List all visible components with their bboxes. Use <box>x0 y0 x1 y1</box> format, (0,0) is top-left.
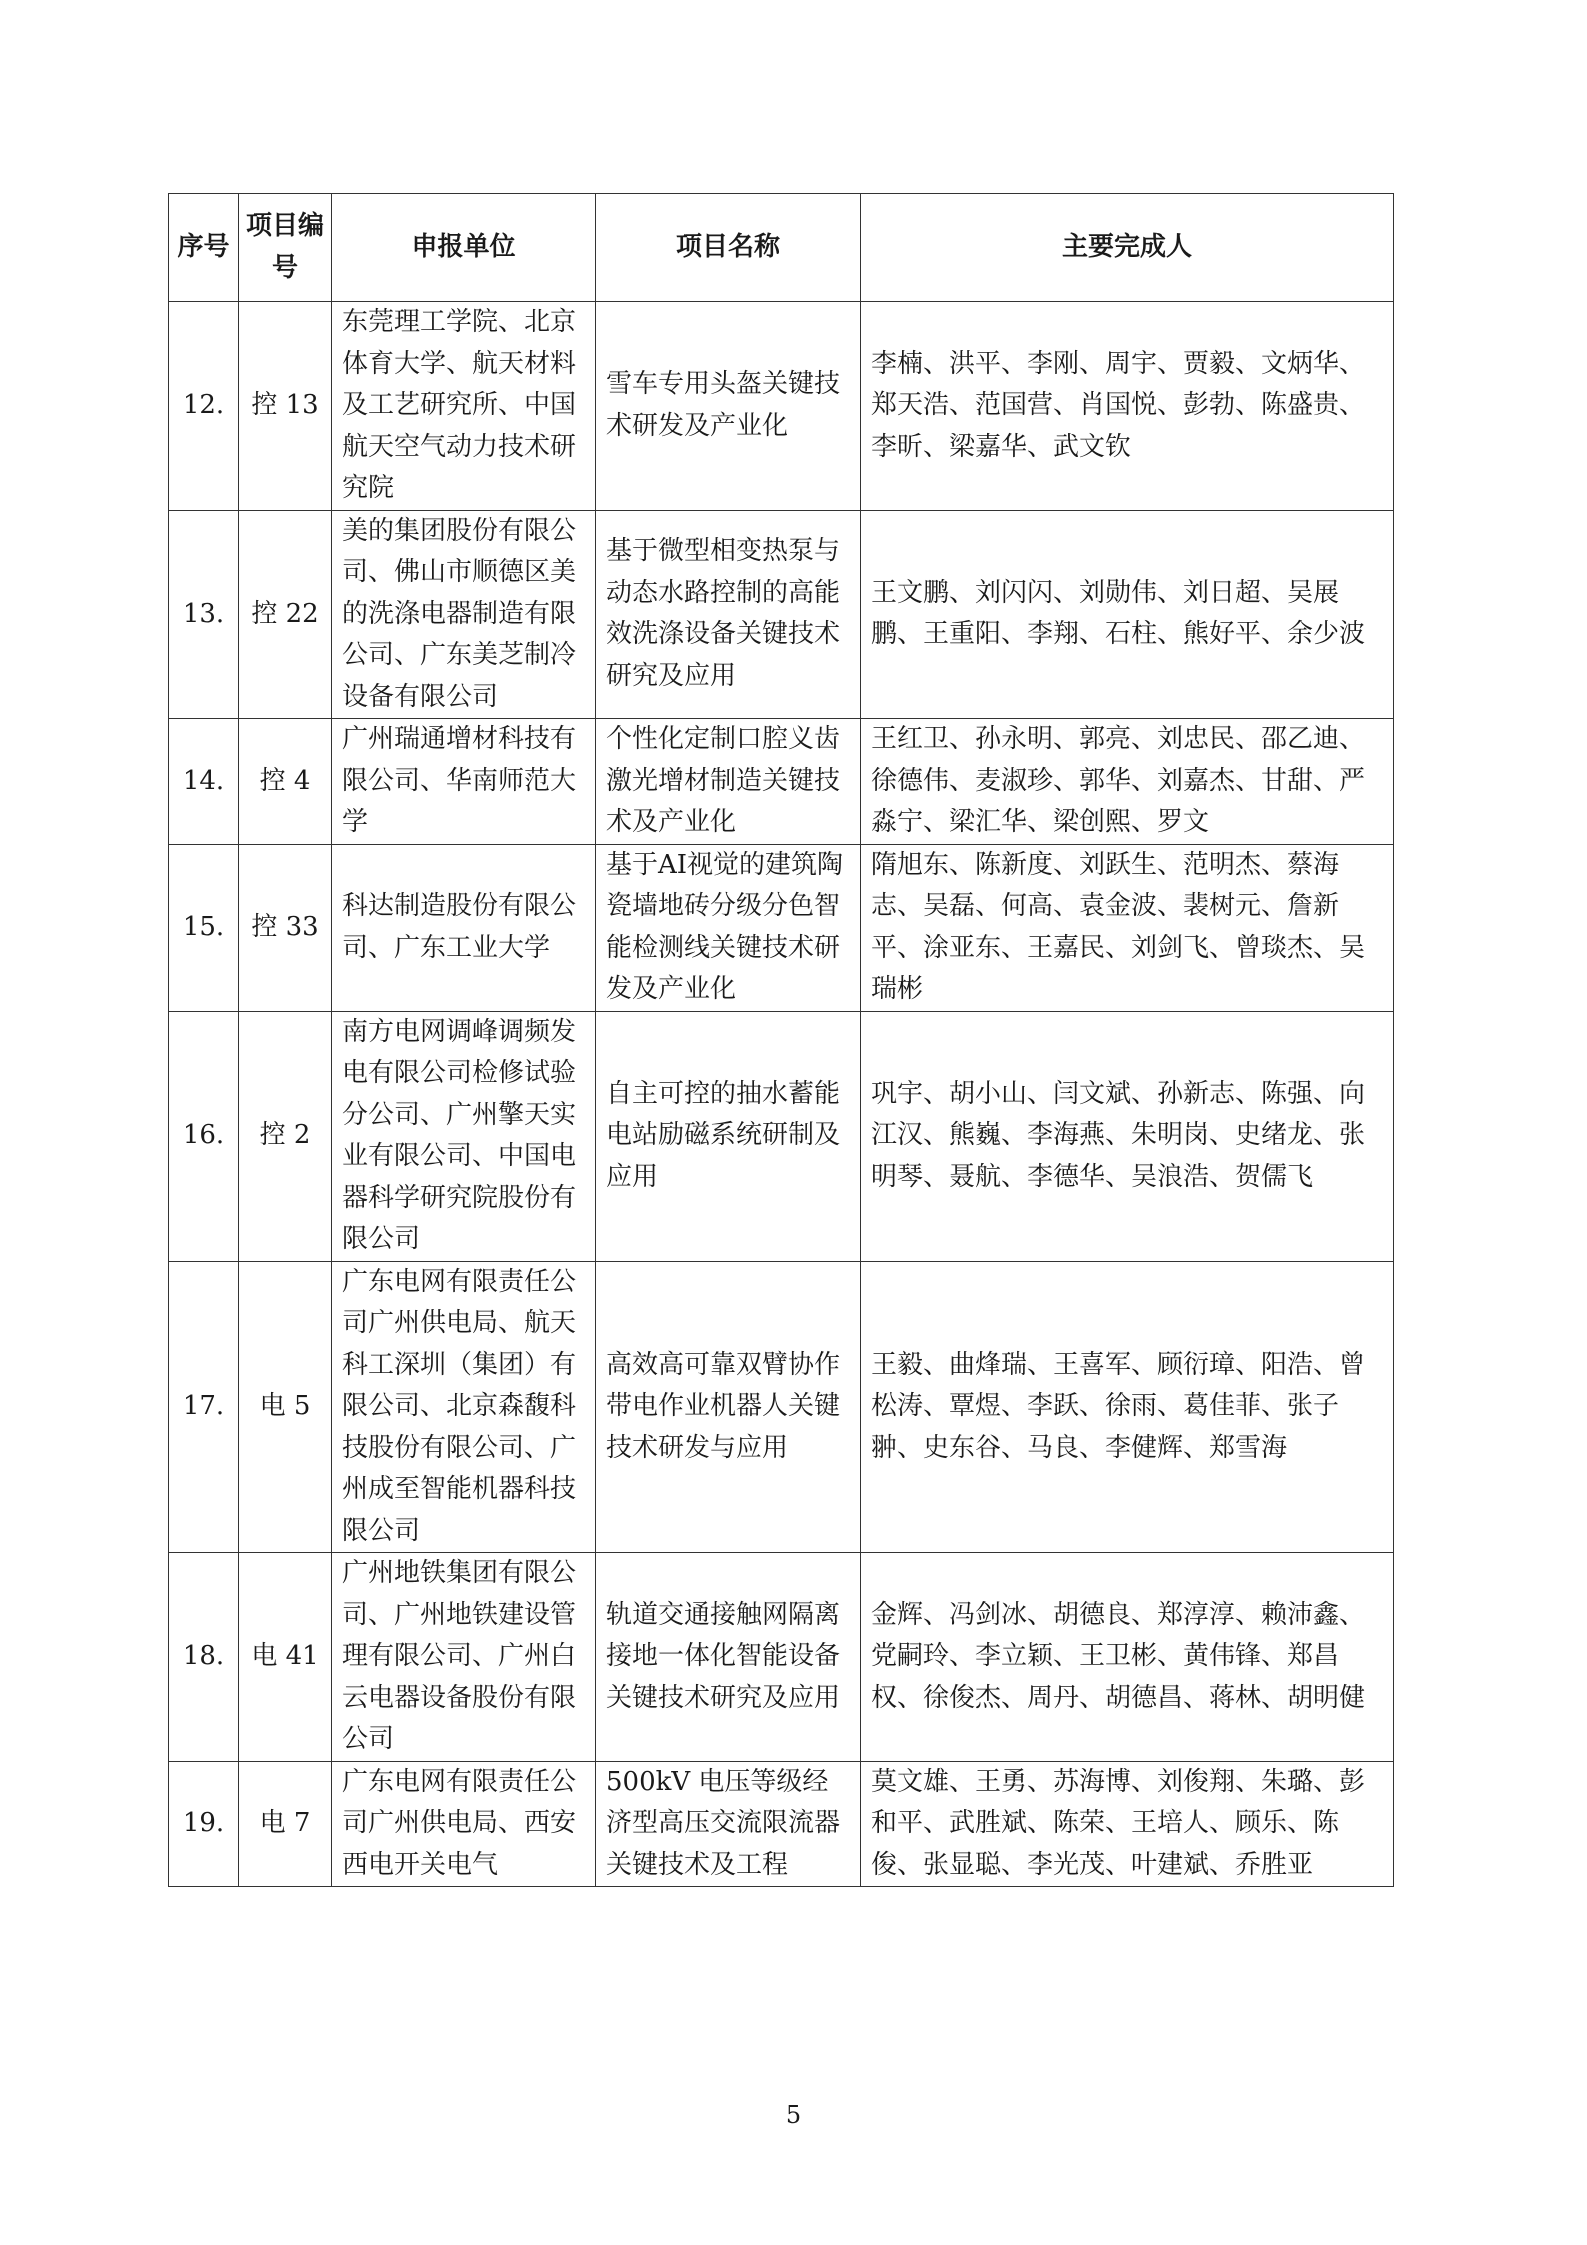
serial-no-cell: 15. <box>169 844 239 1011</box>
page-number: 5 <box>785 2101 802 2129</box>
header-project-name: 项目名称 <box>596 194 861 302</box>
serial-no-cell: 19. <box>169 1761 239 1887</box>
project-code-cell: 控 4 <box>239 719 332 845</box>
award-table <box>168 193 1394 1887</box>
table-row <box>169 510 1394 719</box>
table-row <box>169 719 1394 845</box>
table-row <box>169 1553 1394 1762</box>
applicant-unit-cell: 广州地铁集团有限公司、广州地铁建设管理有限公司、广州白云电器设备股份有限公司 <box>332 1553 596 1762</box>
serial-no-cell: 14. <box>169 719 239 845</box>
table-row <box>169 302 1394 511</box>
applicant-unit-cell: 美的集团股份有限公司、佛山市顺德区美的洗涤电器制造有限公司、广东美芝制冷设备有限公司 <box>332 510 596 719</box>
serial-no-cell: 12. <box>169 302 239 511</box>
table-row <box>169 1761 1394 1887</box>
serial-no-cell: 17. <box>169 1261 239 1553</box>
header-applicant-unit: 申报单位 <box>332 194 596 302</box>
project-name-cell: 雪车专用头盔关键技术研发及产业化 <box>596 302 861 511</box>
main-contributors-cell: 莫文雄、王勇、苏海博、刘俊翔、朱璐、彭和平、武胜斌、陈荣、王培人、顾乐、陈俊、张显聪、李光茂、叶建斌、乔胜亚 <box>861 1761 1394 1887</box>
project-code-cell: 控 13 <box>239 302 332 511</box>
table-header-row <box>169 194 1394 302</box>
project-code-cell: 控 2 <box>239 1011 332 1261</box>
project-code-cell: 电 7 <box>239 1761 332 1887</box>
header-project-code: 项目编号 <box>239 194 332 302</box>
project-name-cell: 500kV 电压等级经济型高压交流限流器关键技术及工程 <box>596 1761 861 1887</box>
project-code-cell: 控 33 <box>239 844 332 1011</box>
main-contributors-cell: 金辉、冯剑冰、胡德良、郑淳淳、赖沛鑫、党嗣玲、李立颖、王卫彬、黄伟锋、郑昌权、徐俊杰、周丹、胡德昌、蒋林、胡明健 <box>861 1553 1394 1762</box>
project-code-cell: 控 22 <box>239 510 332 719</box>
project-name-cell: 自主可控的抽水蓄能电站励磁系统研制及应用 <box>596 1011 861 1261</box>
main-contributors-cell: 王文鹏、刘闪闪、刘勋伟、刘日超、吴展鹏、王重阳、李翔、石柱、熊好平、余少波 <box>861 510 1394 719</box>
header-main-contributors: 主要完成人 <box>861 194 1394 302</box>
table-row <box>169 1261 1394 1553</box>
applicant-unit-cell: 广东电网有限责任公司广州供电局、西安西电开关电气 <box>332 1761 596 1887</box>
table-row <box>169 844 1394 1011</box>
main-contributors-cell: 李楠、洪平、李刚、周宇、贾毅、文炳华、郑天浩、范国营、肖国悦、彭勃、陈盛贵、李昕、梁嘉华、武文钦 <box>861 302 1394 511</box>
table-row <box>169 1011 1394 1261</box>
main-contributors-cell: 巩宇、胡小山、闫文斌、孙新志、陈强、向江汉、熊巍、李海燕、朱明岗、史绪龙、张明琴、聂航、李德华、吴浪浩、贺儒飞 <box>861 1011 1394 1261</box>
main-contributors-cell: 王毅、曲烽瑞、王喜军、顾衍璋、阳浩、曾松涛、覃煜、李跃、徐雨、葛佳菲、张子翀、史东谷、马良、李健辉、郑雪海 <box>861 1261 1394 1553</box>
project-name-cell: 基于微型相变热泵与动态水路控制的高能效洗涤设备关键技术研究及应用 <box>596 510 861 719</box>
project-code-cell: 电 5 <box>239 1261 332 1553</box>
applicant-unit-cell: 科达制造股份有限公司、广东工业大学 <box>332 844 596 1011</box>
project-name-cell: 基于AI视觉的建筑陶瓷墙地砖分级分色智能检测线关键技术研发及产业化 <box>596 844 861 1011</box>
applicant-unit-cell: 广州瑞通增材科技有限公司、华南师范大学 <box>332 719 596 845</box>
main-contributors-cell: 王红卫、孙永明、郭亮、刘忠民、邵乙迪、徐德伟、麦淑珍、郭华、刘嘉杰、甘甜、严淼宁、梁汇华、梁创熙、罗文 <box>861 719 1394 845</box>
project-code-cell: 电 41 <box>239 1553 332 1762</box>
project-name-cell: 高效高可靠双臂协作带电作业机器人关键技术研发与应用 <box>596 1261 861 1553</box>
serial-no-cell: 18. <box>169 1553 239 1762</box>
applicant-unit-cell: 广东电网有限责任公司广州供电局、航天科工深圳（集团）有限公司、北京森馥科技股份有限公司、广州成至智能机器科技限公司 <box>332 1261 596 1553</box>
header-serial-no: 序号 <box>169 194 239 302</box>
project-name-cell: 个性化定制口腔义齿激光增材制造关键技术及产业化 <box>596 719 861 845</box>
serial-no-cell: 16. <box>169 1011 239 1261</box>
applicant-unit-cell: 东莞理工学院、北京体育大学、航天材料及工艺研究所、中国航天空气动力技术研究院 <box>332 302 596 511</box>
main-contributors-cell: 隋旭东、陈新度、刘跃生、范明杰、蔡海志、吴磊、何高、袁金波、裴树元、詹新平、涂亚东、王嘉民、刘剑飞、曾琰杰、吴瑞彬 <box>861 844 1394 1011</box>
project-name-cell: 轨道交通接触网隔离接地一体化智能设备关键技术研究及应用 <box>596 1553 861 1762</box>
applicant-unit-cell: 南方电网调峰调频发电有限公司检修试验分公司、广州擎天实业有限公司、中国电器科学研究院股份有限公司 <box>332 1011 596 1261</box>
serial-no-cell: 13. <box>169 510 239 719</box>
